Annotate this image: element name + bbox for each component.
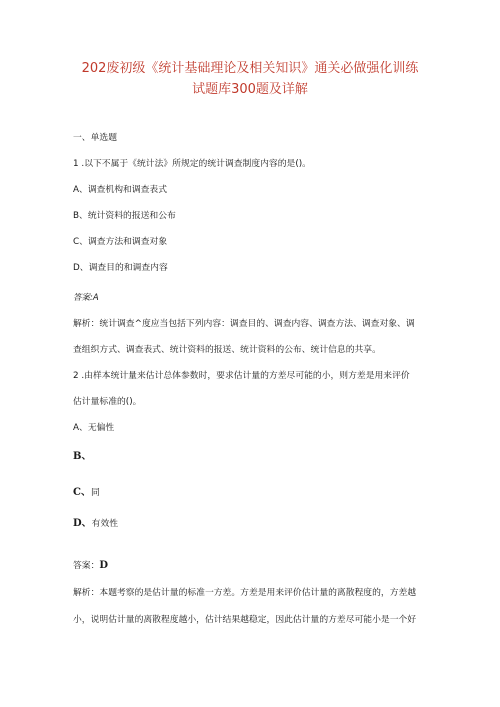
question-2-analysis-line-1: 解析：本题考察的是估计量的标准一方差。方差是用来评价估计量的离散程度的，方差越: [73, 588, 417, 598]
document-title: [60, 58, 440, 100]
question-1-answer: 答案:A: [73, 293, 99, 303]
question-2-analysis-line-2: 小，说明估计量的离散程度越小，估计结果越稳定，因此估计量的方差尽可能小是一个好: [73, 615, 417, 625]
answer-label: 答案：: [73, 561, 100, 571]
question-1-stem: 1 .以下不属于《统计法》所规定的统计调查制度内容的是()。: [73, 159, 311, 169]
question-2-option-d: [73, 518, 118, 530]
question-1-analysis-line-1: 解析：统计调查^度应当包括下列内容：调查目的、调查内容、调查方法、调查对象、调: [73, 319, 415, 329]
question-2-stem-line-2: 估计量标准的()。: [73, 397, 142, 407]
question-1-option-b: B、统计资料的报送和公布: [73, 211, 176, 221]
question-2-option-b: B、: [73, 451, 92, 462]
question-2-option-a: A、无偏性: [73, 423, 115, 433]
question-1-option-a: A、调查机构和调查表式: [73, 185, 167, 195]
answer-letter: D: [99, 560, 109, 571]
question-1-option-c: C、调查方法和调查对象: [73, 237, 168, 247]
question-1-analysis-line-2: 查组织方式、调查表式、统计资料的报送、统计资料的公布、统计信息的共享。: [73, 345, 381, 355]
option-d-text: 有效性: [91, 519, 119, 529]
question-2-option-c: [73, 487, 100, 499]
question-2-answer: [73, 560, 108, 572]
option-c-text: 同: [90, 488, 100, 498]
title-line-1: 202废初级《统计基础理论及相关知识》通关必做强化训练: [81, 61, 419, 76]
option-c-letter: C、: [73, 487, 91, 498]
section-heading: 一、单选题: [73, 133, 117, 143]
question-1-option-d: D、调查目的和调查内容: [73, 263, 168, 273]
question-2-stem-line-1: 2 .由样本统计量来估计总体参数时，要求估计量的方差尽可能的小，则方差是用来评价: [73, 371, 410, 381]
option-d-letter: D、: [73, 518, 92, 529]
title-line-2: 试题库300题及详解: [192, 82, 308, 97]
